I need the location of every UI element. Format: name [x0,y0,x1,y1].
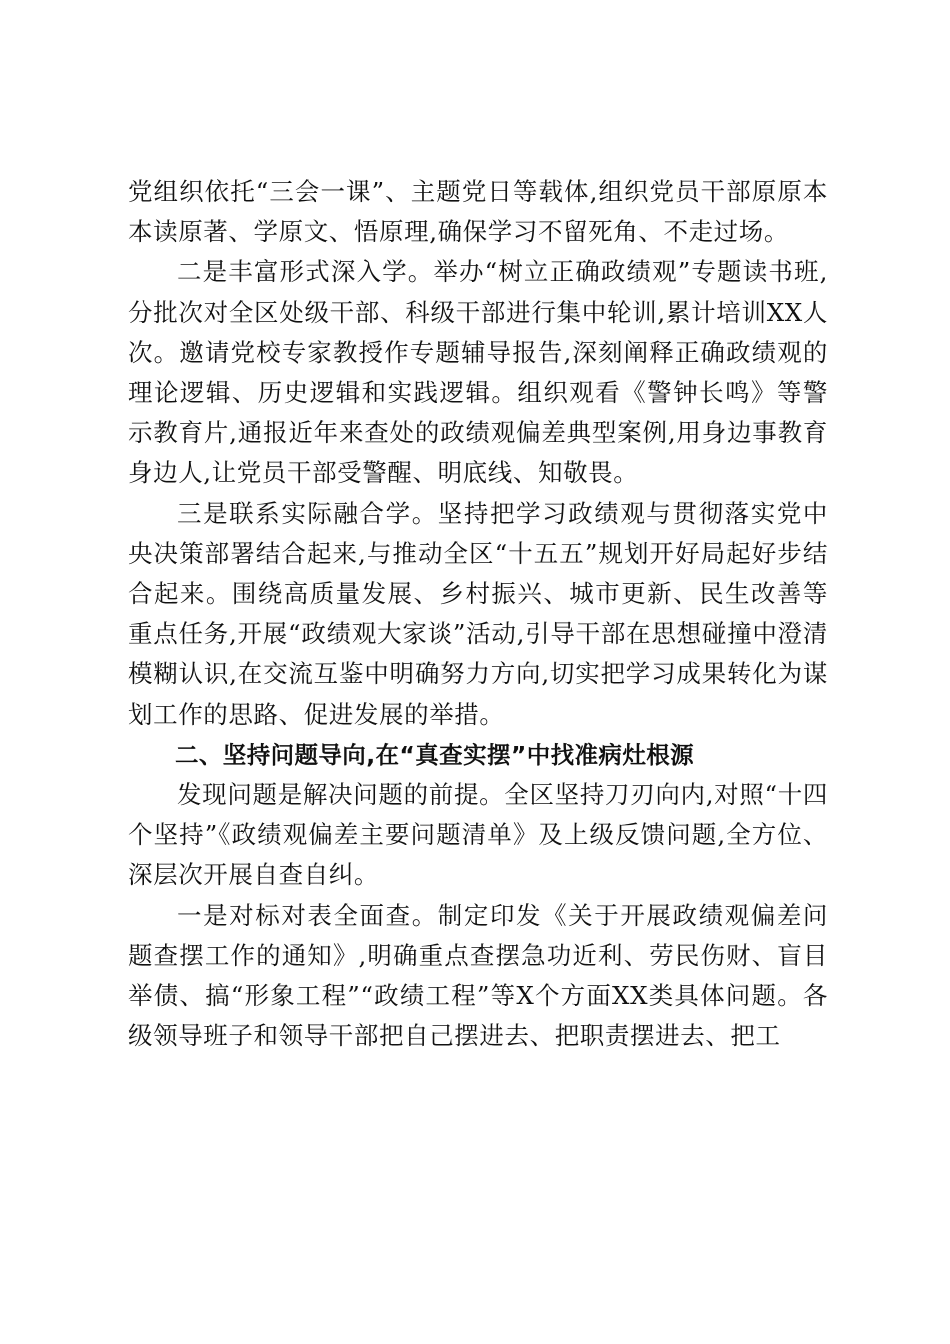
paragraph-benchmark-check: 一是对标对表全面查。制定印发《关于开展政绩观偏差问题查摆工作的通知》,明确重点查摆急功近利、劳民伤财、盲目举债、搞“形象工程”“政绩工程”等X个方面XX类具体问题。各级领导班子和领导干部把自己摆进去、把职责摆进去、把工 [128,900,828,1051]
paragraph-practical-integration: 三是联系实际融合学。坚持把学习政绩观与贯彻落实党中央决策部署结合起来,与推动全区“十五五”规划开好局起好步结合起来。围绕高质量发展、乡村振兴、城市更新、民生改善等重点任务,开展“政绩观大家谈”活动,引导干部在思想碰撞中澄清模糊认识,在交流互鉴中明确努力方向,切实把学习成果转化为谋划工作的思路、促进发展的举措。 [128,498,828,729]
section-heading: 二、坚持问题导向,在“真查实摆”中找准病灶根源 [175,740,695,769]
paragraph-continued: 党组织依托“三会一课”、主题党日等载体,组织党员干部原原本本读原著、学原文、悟原理,确保学习不留死角、不走过场。 [128,177,828,247]
paragraph-rich-forms: 二是丰富形式深入学。举办“树立正确政绩观”专题读书班,分批次对全区处级干部、科级干部进行集中轮训,累计培训XX人次。邀请党校专家教授作专题辅导报告,深刻阐释正确政绩观的理论逻辑、历史逻辑和实践逻辑。组织观看《警钟长鸣》等警示教育片,通报近年来查处的政绩观偏差典型案例,用身边事教育身边人,让党员干部受警醒、明底线、知敬畏。 [128,257,828,488]
paragraph-problem-premise: 发现问题是解决问题的前提。全区坚持刀刃向内,对照“十四个坚持”《政绩观偏差主要问题清单》及上级反馈问题,全方位、深层次开展自查自纠。 [128,780,828,890]
document-body [128,172,828,1056]
